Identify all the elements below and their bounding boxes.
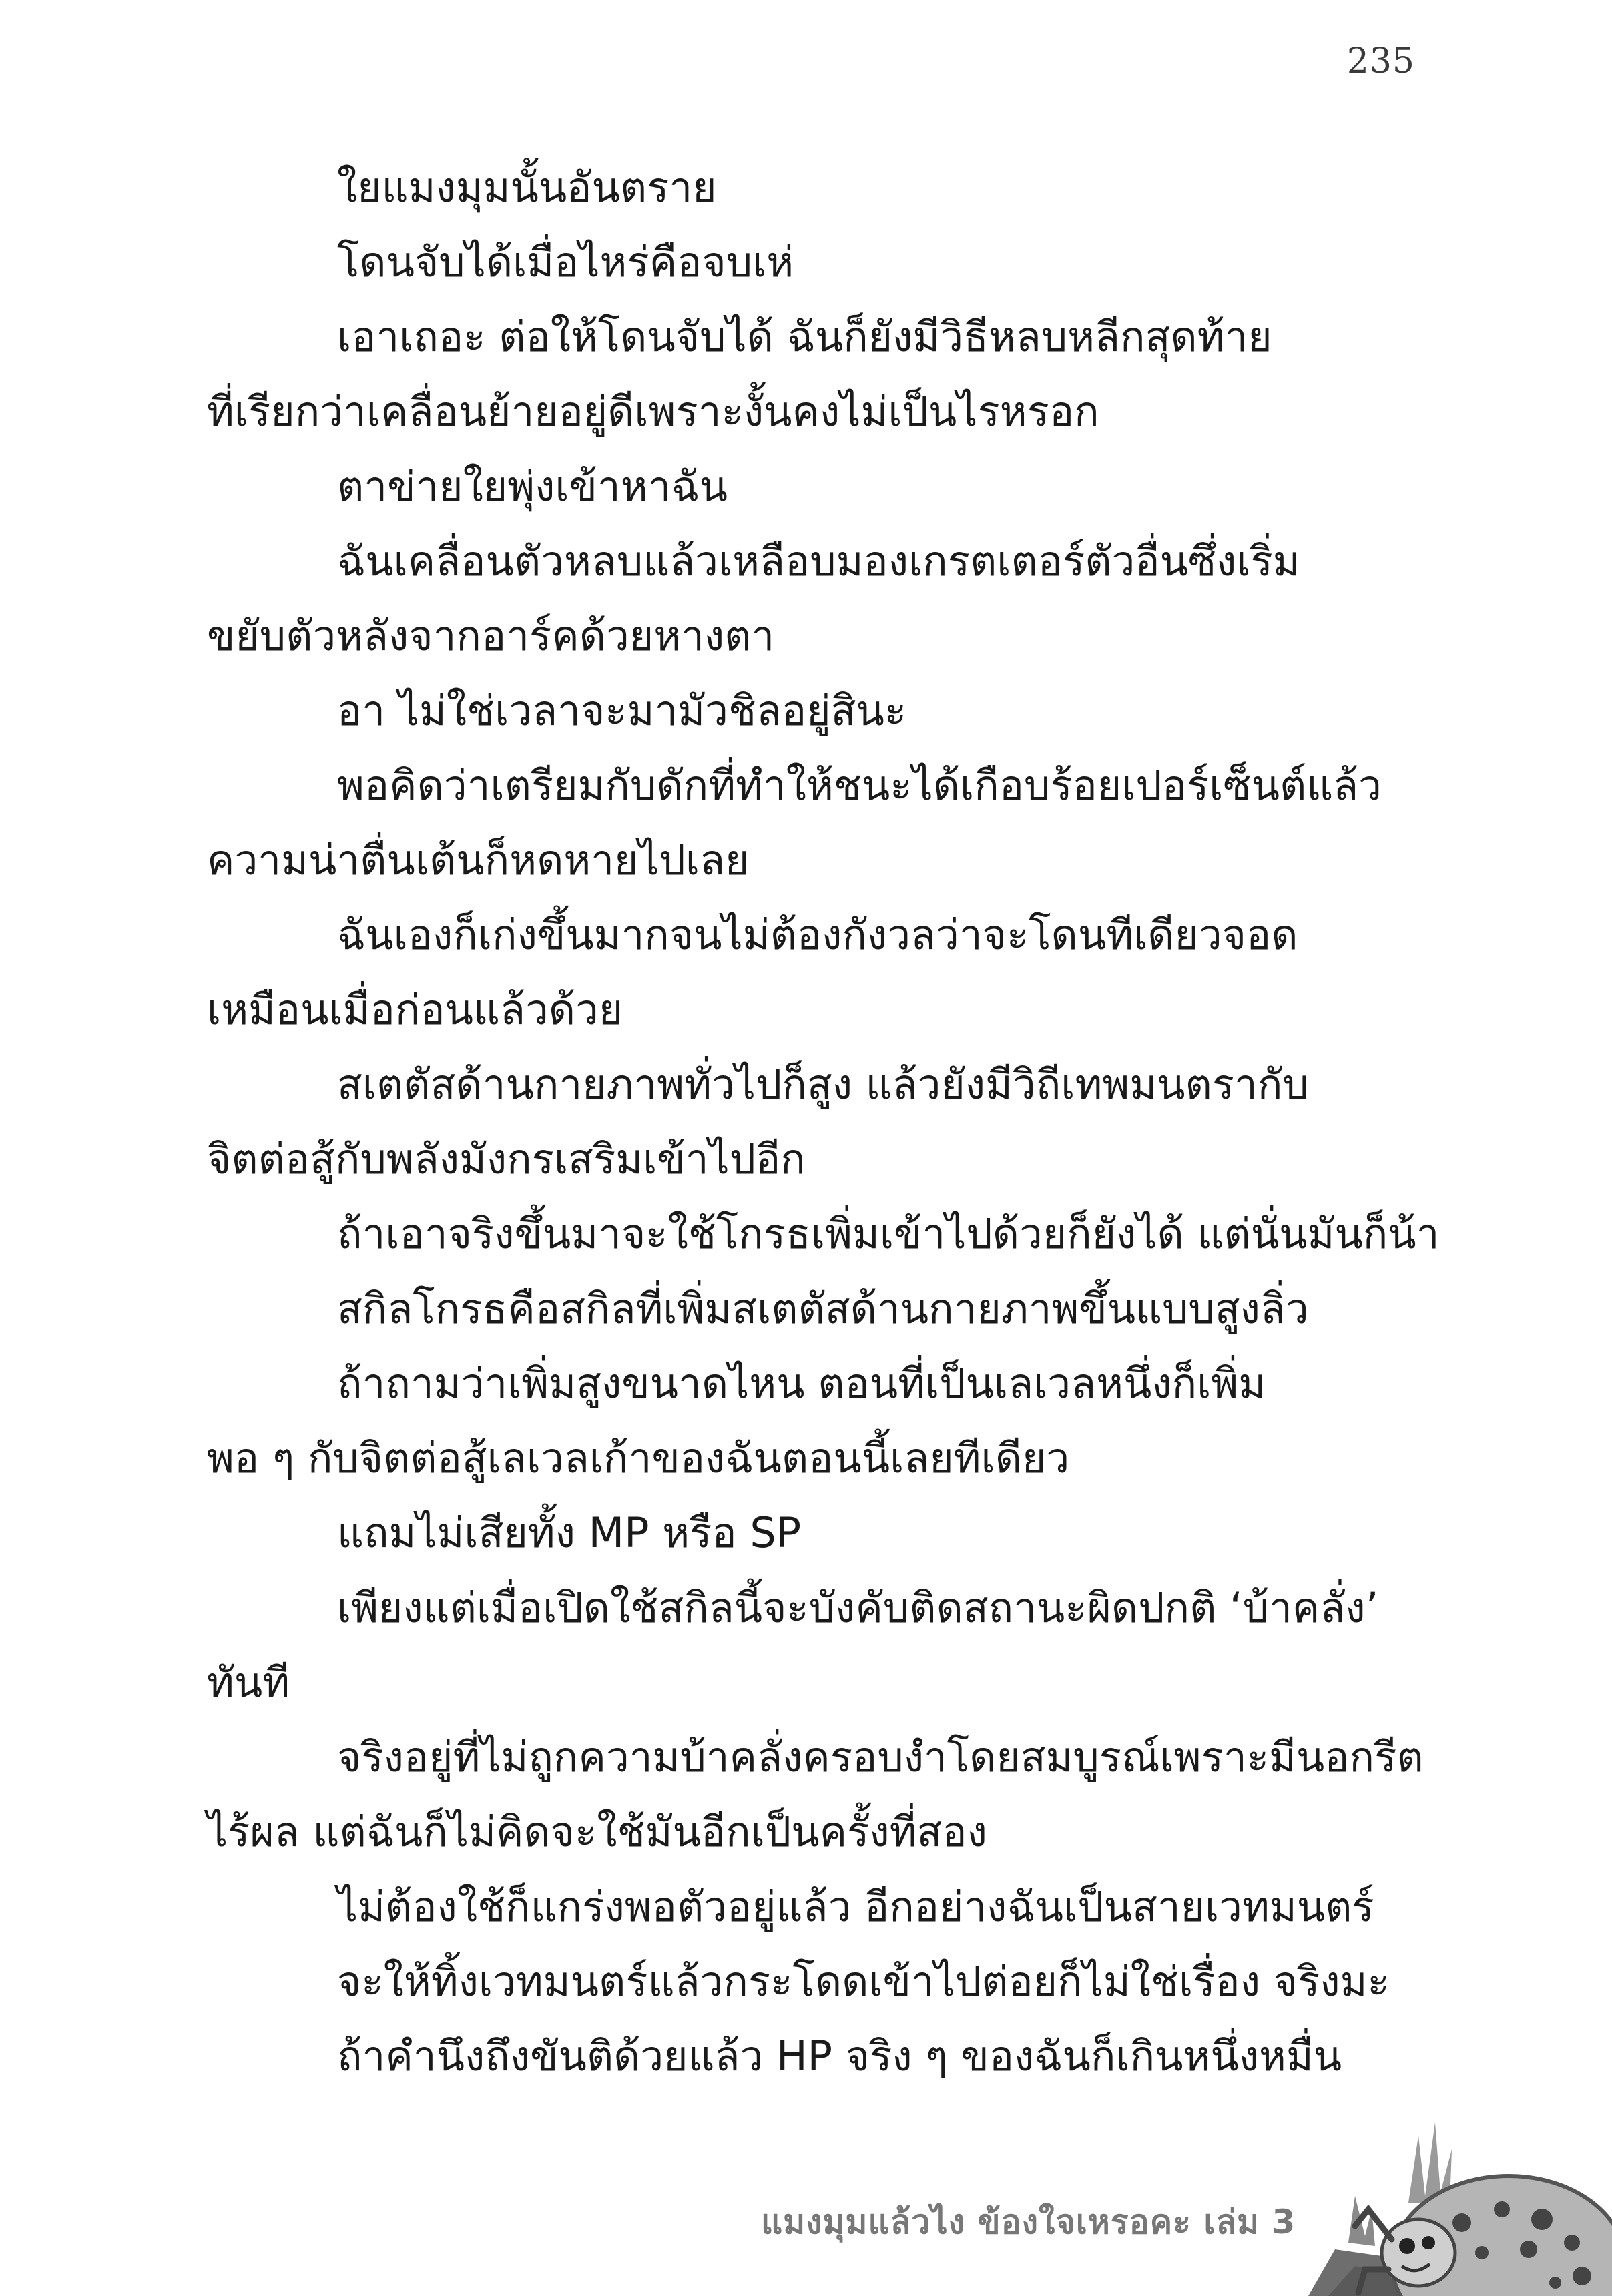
text-line: จิตต่อสู้กับพลังมังกรเสริมเข้าไปอีก xyxy=(207,1135,806,1183)
text-line: ตาข่ายใยพุ่งเข้าหาฉัน xyxy=(337,462,728,511)
footer-book-title: แมงมุมแล้วไง ข้องใจเหรอคะ เล่ม 3 xyxy=(761,2203,1296,2241)
body-text xyxy=(207,150,1440,2094)
text-line: แถมไม่เสียทั้ง MP หรือ SP xyxy=(337,1508,802,1557)
text-line: ถ้าถามว่าเพิ่มสูงขนาดไหน ตอนที่เป็นเลเวลหนึ่งก็เพิ่ม xyxy=(337,1359,1266,1408)
text-line: ถ้าคำนึงถึงขันติด้วยแล้ว HP จริง ๆ ของฉันก็เกินหนึ่งหมื่น xyxy=(337,2032,1342,2080)
text-line: จริงอยู่ที่ไม่ถูกความบ้าคลั่งครอบงำโดยสมบูรณ์เพราะมีนอกรีต xyxy=(337,1733,1424,1781)
text-line: ฉันเคลื่อนตัวหลบแล้วเหลือบมองเกรตเตอร์ตัวอื่นซึ่งเริ่ม xyxy=(337,537,1300,585)
page-number: 235 xyxy=(1346,41,1415,81)
text-line: พอ ๆ กับจิตต่อสู้เลเวลเก้าของฉันตอนนี้เลยทีเดียว xyxy=(207,1434,1070,1482)
text-line: ขยับตัวหลังจากอาร์คด้วยหางตา xyxy=(207,611,775,660)
text-line: ทันที xyxy=(207,1658,290,1707)
text-line: จะให้ทิ้งเวทมนตร์แล้วกระโดดเข้าไปต่อยก็ไม่ใช่เรื่อง จริงมะ xyxy=(337,1957,1390,2006)
spider-mascot-illustration xyxy=(1308,2109,1612,2296)
text-line: สเตตัสด้านกายภาพทั่วไปก็สูง แล้วยังมีวิถีเทพมนตรากับ xyxy=(337,1060,1309,1109)
text-line: ถ้าเอาจริงขึ้นมาจะใช้โกรธเพิ่มเข้าไปด้วยก็ยังได้ แต่นั่นมันก็น้า xyxy=(337,1209,1440,1258)
text-line: เหมือนเมื่อก่อนแล้วด้วย xyxy=(207,985,623,1034)
text-line: ที่เรียกว่าเคลื่อนย้ายอยู่ดีเพราะงั้นคงไม่เป็นไรหรอก xyxy=(207,387,1099,436)
text-line: สกิลโกรธคือสกิลที่เพิ่มสเตตัสด้านกายภาพขึ้นแบบสูงลิ่ว xyxy=(337,1284,1309,1333)
text-line: ความน่าตื่นเต้นก็หดหายไปเลย xyxy=(207,836,750,884)
text-line: โดนจับได้เมื่อไหร่คือจบเห่ xyxy=(337,238,794,286)
text-line: เอาเถอะ ต่อให้โดนจับได้ ฉันก็ยังมีวิธีหลบหลีกสุดท้าย xyxy=(337,312,1272,361)
text-line: ใยแมงมุมนั้นอันตราย xyxy=(337,163,717,212)
text-line: ไร้ผล แต่ฉันก็ไม่คิดจะใช้มันอีกเป็นครั้งที่สอง xyxy=(207,1807,987,1856)
text-line: ไม่ต้องใช้ก็แกร่งพอตัวอยู่แล้ว อีกอย่างฉันเป็นสายเวทมนตร์ xyxy=(337,1882,1374,1931)
text-line: พอคิดว่าเตรียมกับดักที่ทำให้ชนะได้เกือบร้อยเปอร์เซ็นต์แล้ว xyxy=(337,761,1382,810)
text-line: เพียงแต่เมื่อเปิดใช้สกิลนี้จะบังคับติดสถานะผิดปกติ ‘บ้าคลั่ง’ xyxy=(337,1583,1379,1632)
text-line: ฉันเองก็เก่งขึ้นมากจนไม่ต้องกังวลว่าจะโดนทีเดียวจอด xyxy=(337,910,1298,959)
text-line: อา ไม่ใช่เวลาจะมามัวชิลอยู่สินะ xyxy=(337,686,907,735)
